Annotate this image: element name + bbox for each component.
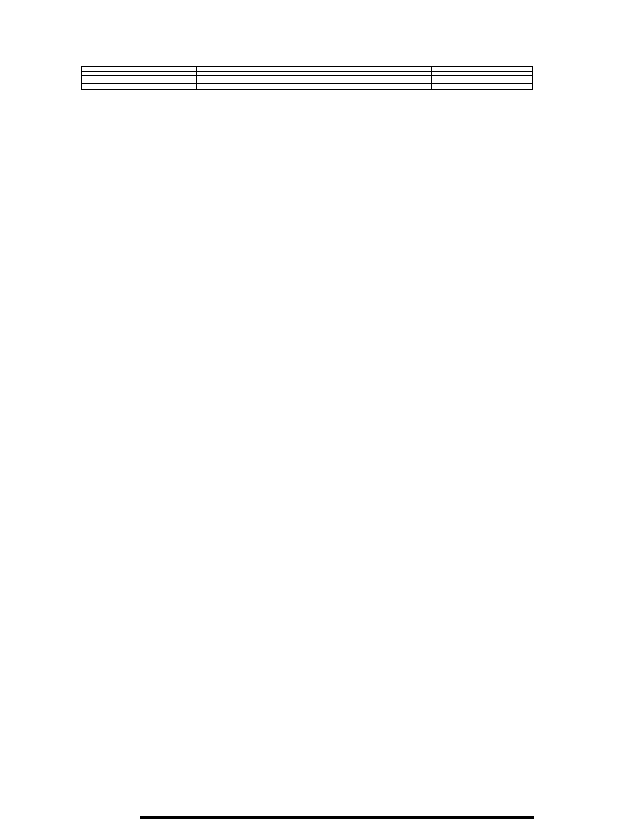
stage-cell bbox=[82, 84, 197, 90]
value-cell bbox=[432, 84, 533, 90]
activity-cell bbox=[197, 84, 432, 90]
lesson-plan-table bbox=[81, 66, 533, 90]
activities-list bbox=[197, 76, 431, 83]
activity-cell bbox=[197, 76, 432, 84]
value-cell bbox=[432, 76, 533, 84]
stage-cell bbox=[82, 76, 197, 84]
bottom-rule bbox=[140, 816, 534, 819]
table-row bbox=[82, 76, 533, 84]
activities-list bbox=[197, 67, 431, 71]
table-row bbox=[82, 84, 533, 90]
activities-list bbox=[197, 84, 431, 89]
